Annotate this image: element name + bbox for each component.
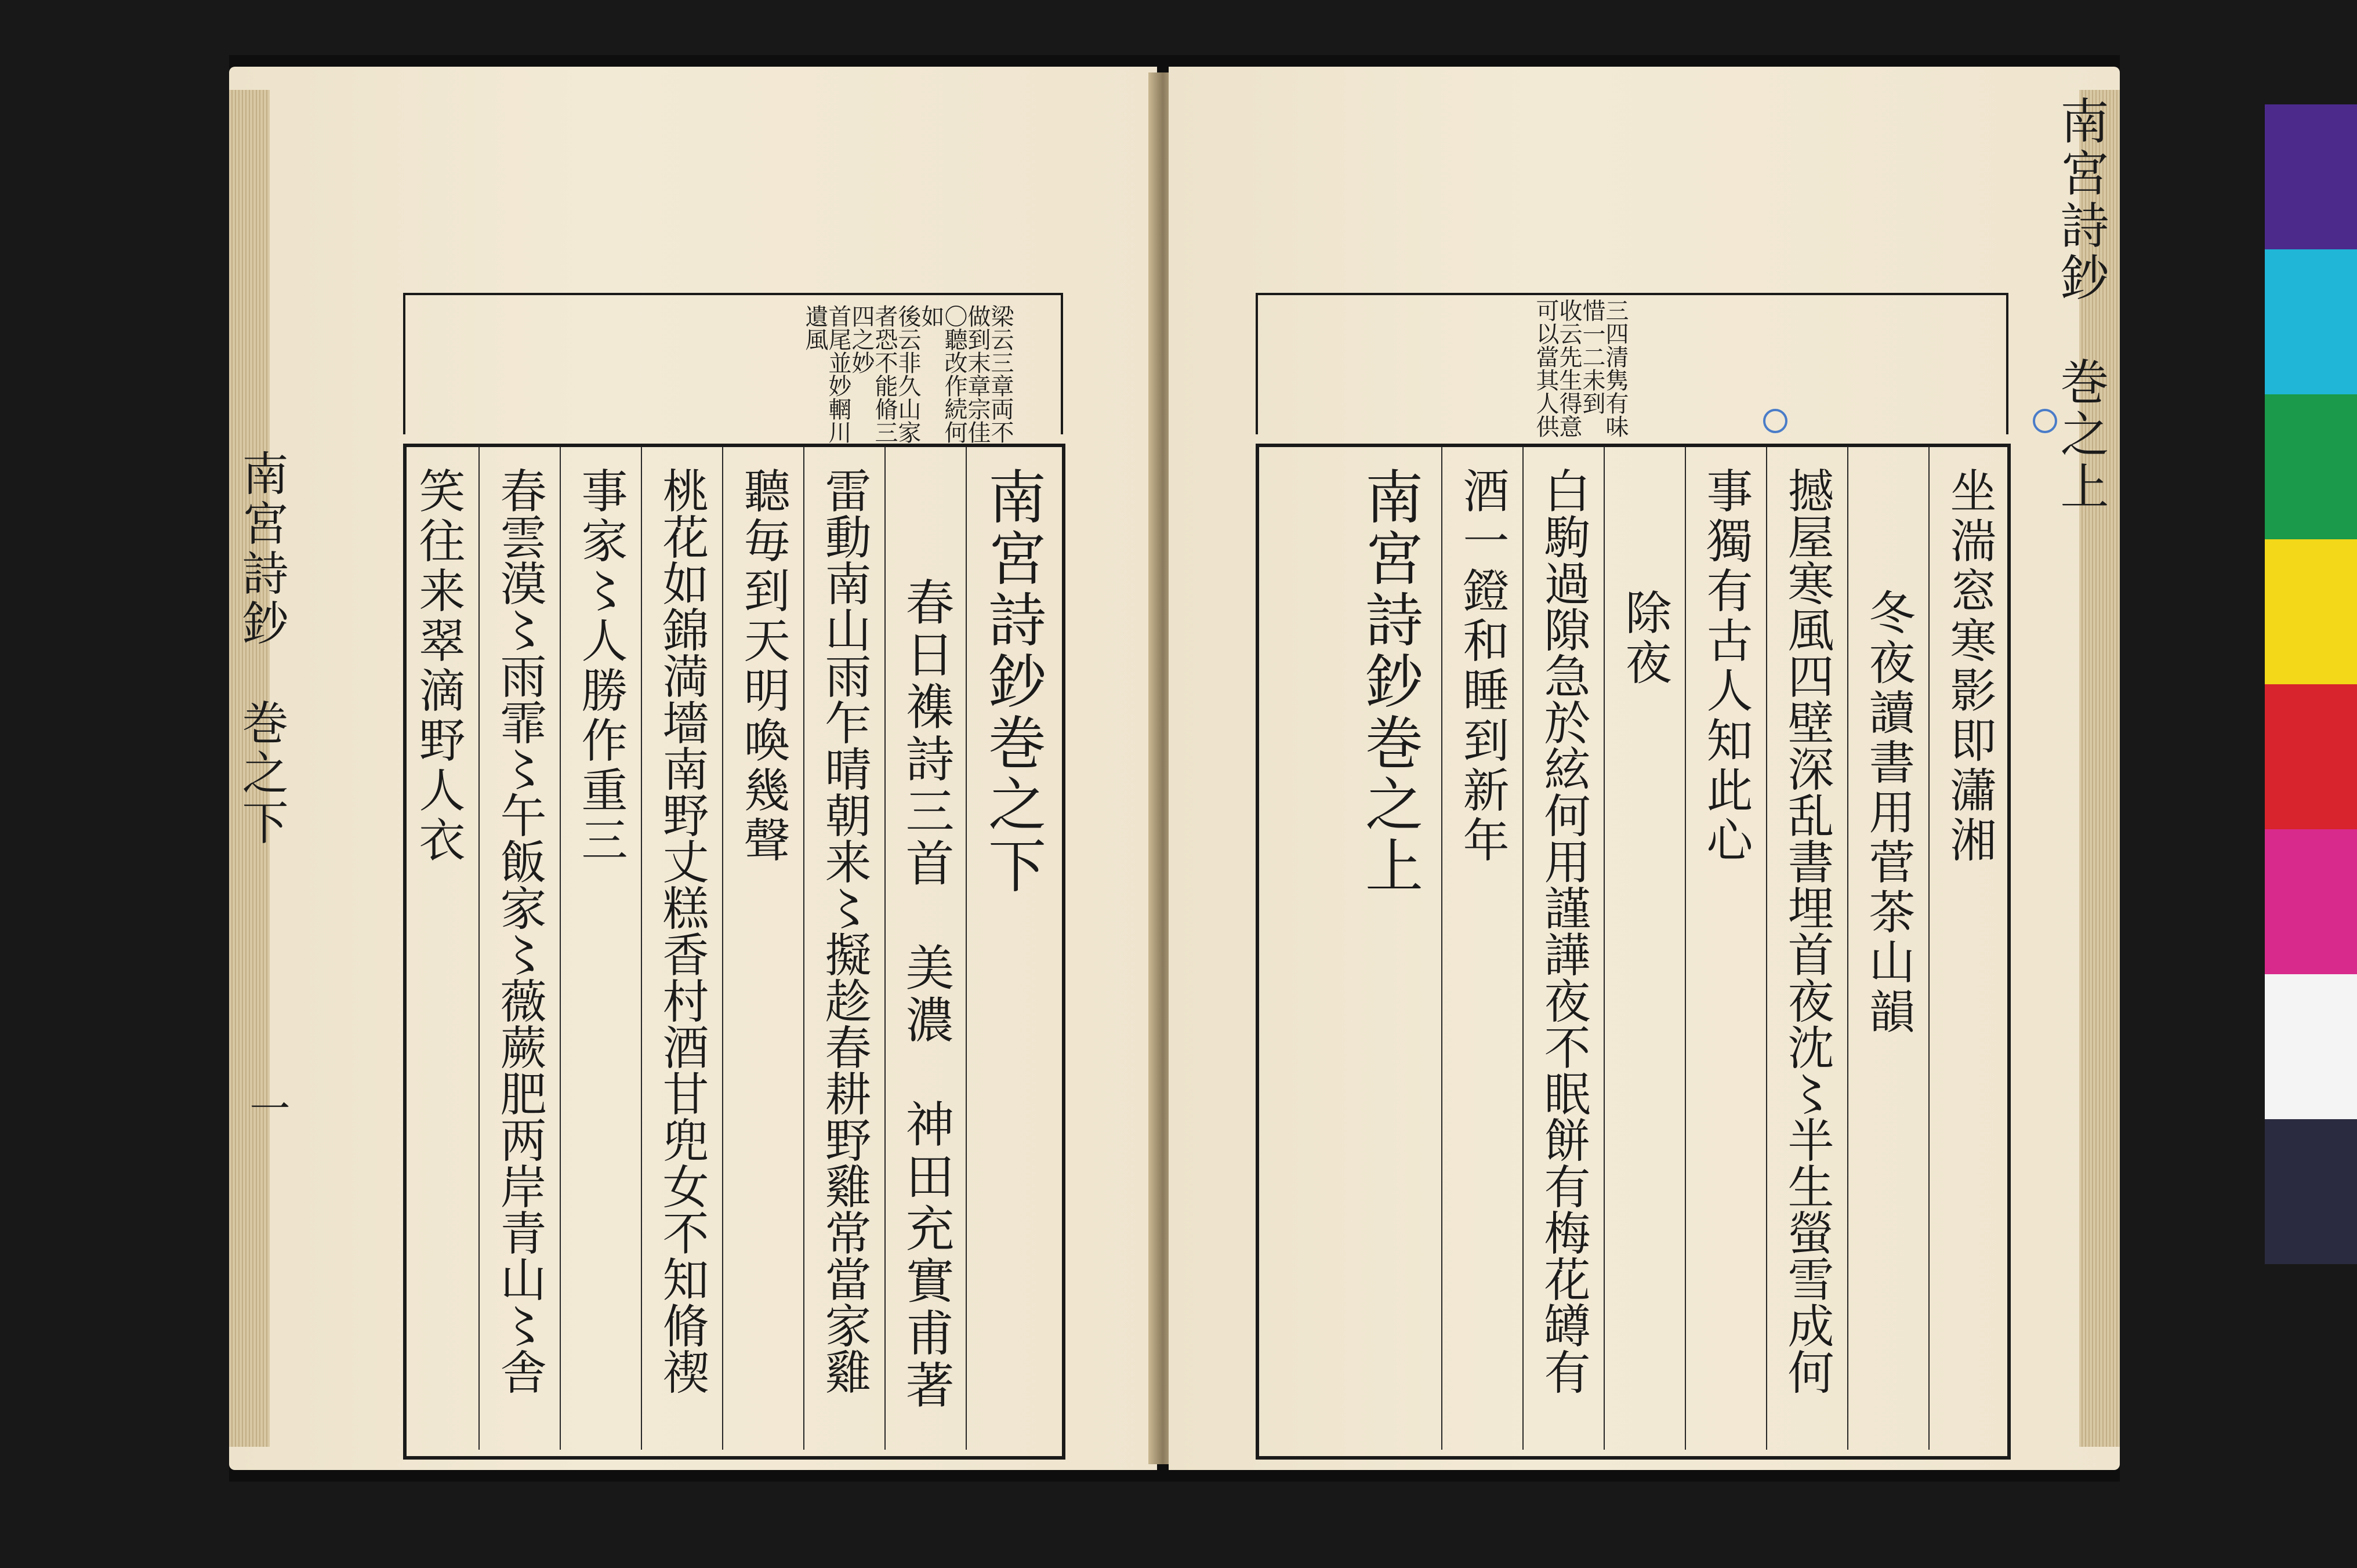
left-note-line: 首尾並妙輞川	[825, 304, 851, 444]
poem-line: 春雲漠〻雨霏〻午飯家〻薇蕨肥两岸青山〻舎	[492, 467, 546, 1395]
column-rule	[1847, 447, 1848, 1450]
left-margin-title: 南宮詩鈔 巻之下	[234, 449, 288, 848]
right-note-line: 三四清隽有味	[1602, 299, 1629, 438]
color-patch	[2265, 1119, 2357, 1264]
left-note-line: 如	[918, 304, 944, 328]
right-margin-title: 南宮詩鈔 巻之上	[2053, 96, 2109, 513]
poem-line: 撼屋寒風四壁深乱書埋首夜沈〻半生螢雪成何	[1780, 467, 1834, 1395]
right-page	[1169, 67, 2120, 1470]
volume-title: 南宮詩鈔巻之下	[978, 467, 1046, 897]
poem-heading: 除夜	[1618, 589, 1671, 688]
right-note-line: 收云先生得意	[1555, 299, 1582, 438]
left-note-line: 遺風	[802, 304, 828, 351]
left-page	[229, 67, 1157, 1470]
column-rule	[560, 447, 561, 1450]
column-rule	[1766, 447, 1767, 1450]
color-patch	[2265, 249, 2357, 394]
left-note-line: 者恐不能脩三	[871, 304, 898, 444]
poem-line: 事家〻人勝作重三	[574, 467, 628, 866]
poem-line: 笑往来翠滴野人衣	[411, 467, 465, 866]
column-rule	[966, 447, 967, 1450]
column-rule	[1604, 447, 1605, 1450]
left-note-line: 做到末章宗佳	[964, 304, 991, 444]
left-note-line: 梁云三章両不	[987, 304, 1014, 444]
poem-line: 聽毎到天明喚幾聲	[736, 467, 790, 866]
ink-circle-mark	[2033, 409, 2057, 433]
color-patch	[2265, 974, 2357, 1119]
left-note-line: 後云非久山家	[894, 304, 921, 444]
left-note-line: 〇聽改作続何	[941, 304, 967, 444]
column-rule	[803, 447, 804, 1450]
column-rule	[884, 447, 886, 1450]
poem-line: 坐湍窓寒影即瀟湘	[1942, 467, 1996, 866]
right-note-box	[1256, 293, 2008, 434]
poem-line: 事獨有古人知此心	[1699, 467, 1753, 866]
color-patch	[2265, 104, 2357, 249]
column-rule	[641, 447, 642, 1450]
column-rule	[1928, 447, 1930, 1450]
column-rule	[722, 447, 723, 1450]
column-rule	[1441, 447, 1442, 1450]
volume-title: 南宮詩鈔巻之上	[1355, 467, 1423, 897]
open-book	[229, 55, 2120, 1482]
color-patch	[2265, 684, 2357, 829]
color-patch	[2265, 394, 2357, 539]
color-patch	[2265, 539, 2357, 684]
poem-line: 白駒過隙急於絃何用謹譁夜不眠餅有梅花罇有	[1536, 467, 1590, 1395]
column-rule	[1522, 447, 1524, 1450]
left-folio: 一	[243, 1087, 291, 1131]
color-patch	[2265, 829, 2357, 974]
right-note-line: 惜一二未到	[1579, 299, 1605, 415]
column-rule	[1685, 447, 1686, 1450]
poem-heading: 春日襍詩三首 美濃 神田充實甫著	[898, 577, 955, 1412]
poem-line: 酒一鐙和睡到新年	[1455, 467, 1509, 866]
poem-heading: 冬夜讀書用菅茶山韻	[1861, 589, 1915, 1037]
column-rule	[478, 447, 480, 1450]
ink-circle-mark	[1763, 409, 1787, 433]
poem-line: 桃花如錦満墻南野丈糕香村酒甘兜女不知脩禊	[655, 467, 709, 1395]
poem-line: 雷動南山雨乍晴朝来〻擬趁春耕野雞常當家雞	[817, 467, 871, 1395]
right-note-line: 可以當其人供	[1532, 299, 1559, 438]
left-note-line: 四之妙	[848, 304, 875, 374]
color-calibration-chart	[2265, 104, 2357, 1264]
